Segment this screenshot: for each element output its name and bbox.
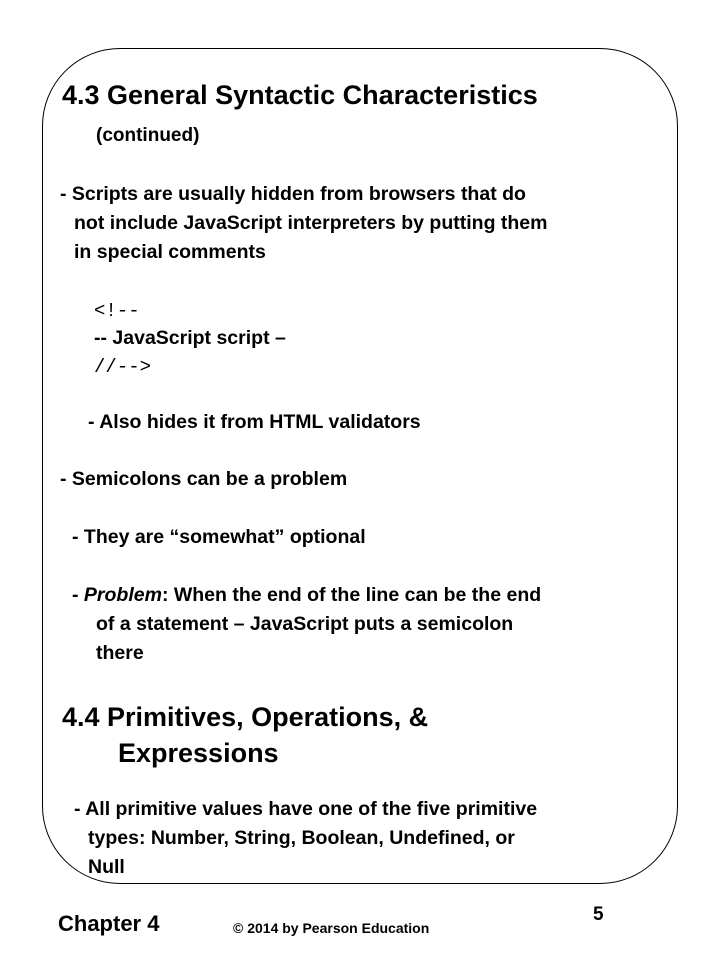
footer-copyright: © 2014 by Pearson Education [233,920,430,936]
code-line-script: -- JavaScript script – [94,327,286,349]
bullet-semicolons: - Semicolons can be a problem [60,468,348,490]
problem-label: Problem [83,584,162,606]
code-line-open-comment: <!-- [94,300,140,322]
bullet-scripts-line-1: - Scripts are usually hidden from browsers that do [60,183,526,205]
section-heading-4-4-line-2: Expressions [118,738,279,768]
code-line-close-comment: //--> [94,356,152,378]
section-heading-4-3: 4.3 General Syntactic Characteristics [62,80,538,110]
section-heading-4-4-line-1: 4.4 Primitives, Operations, & [62,702,429,732]
bullet-validators: - Also hides it from HTML validators [88,411,421,433]
bullet-problem-line-1 [72,581,541,610]
bullet-scripts-line-2: not include JavaScript interpreters by putting them [74,212,548,234]
bullet-optional: - They are “somewhat” optional [72,526,366,548]
problem-dash: - [72,584,84,606]
footer-chapter: Chapter 4 [58,911,160,936]
bullet-scripts-line-3: in special comments [74,241,266,263]
bullet-problem-line-2: of a statement – JavaScript puts a semicolon [96,613,514,635]
section-heading-continued: (continued) [96,125,200,146]
bullet-primitives-line-3: Null [88,856,125,878]
problem-text: : When the end of the line can be the end [161,584,542,606]
bullet-problem-line-3: there [96,642,144,664]
footer-page-number: 5 [593,904,604,925]
bullet-primitives-line-1: - All primitive values have one of the five primitive [74,798,538,820]
bullet-primitives-line-2: types: Number, String, Boolean, Undefined, or [88,827,515,849]
